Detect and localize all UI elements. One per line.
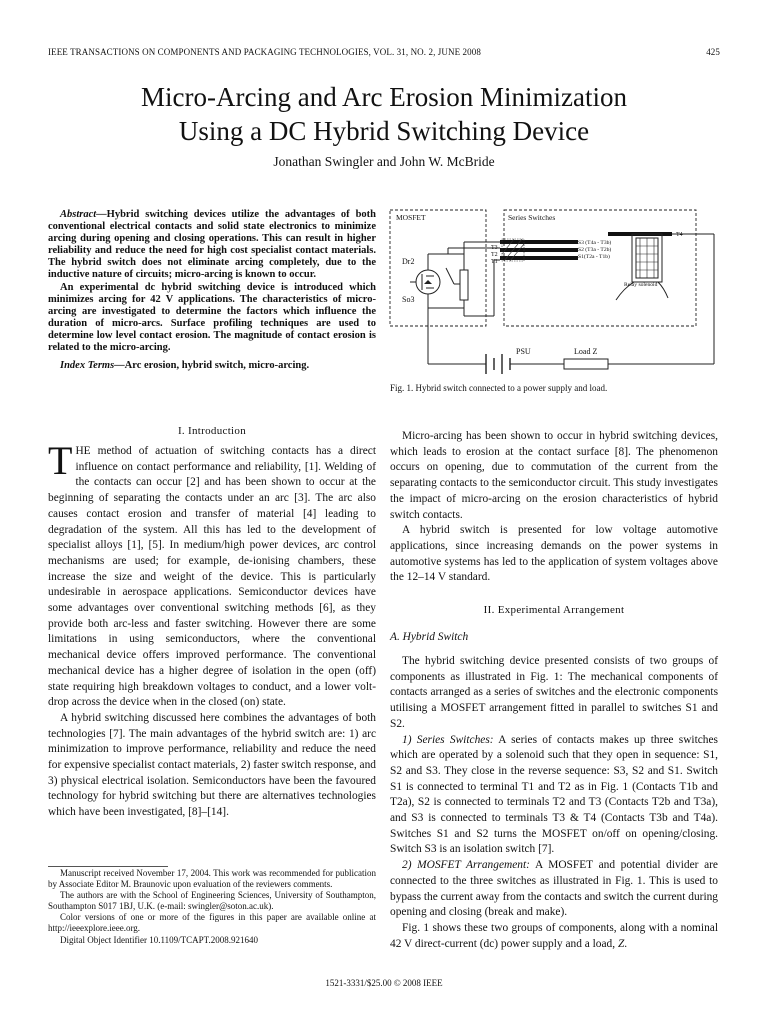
page-number: 425: [706, 47, 720, 57]
abstract-label: Abstract: [60, 209, 97, 220]
mosfet-arrangement-text: A MOSFET and potential divider are connected to the three switches as illustrated in Fig. 1. This is used to bypass the current away from the contacts and switch the current during opening and closing (break and make).: [390, 859, 719, 919]
psu-label: PSU: [516, 347, 531, 356]
abstract-para-2: An experimental dc hybrid switching device is introduced which minimizes arcing for 42 V applications. The characteristics of micro-arcing are investigated to determine the factors which influence the duration of micro-arcs. Surface profiling techniques are used to determine low level contact erosion. The magnitude of contact erosion is related to the micro-arcing.: [48, 281, 376, 354]
series-switches-label: Series Switches: [508, 213, 556, 222]
t4-label: T4: [676, 232, 683, 238]
potential-divider: [460, 270, 468, 300]
s3-label: S3 (T4a - T3b): [578, 240, 612, 246]
t3-label: T3: [491, 245, 498, 251]
title-line-1: Micro-Arcing and Arc Erosion Minimization: [141, 82, 627, 112]
s2-label: S2 (T3a - T2b): [578, 247, 612, 253]
intro-para-3: Micro-arcing has been shown to occur in hybrid switching devices, which leads to erosion at the contact surface [8]. The phenomenon occurs on opening, due to commutation of the current from the separating contacts to the semiconductor circuit. This study investigates the impact of micro-arcing on the erosion characteristics of hybrid switch contacts.: [390, 430, 718, 521]
t1-label: T1: [491, 259, 498, 265]
sec2-para-1: The hybrid switching device presented consists of two groups of components as illustrated in Fig. 1: The mechanical components of contacts arranged as a series of switches and the electronic components utilising a MOSFET arrangement fitted in parallel to switches S1 and S2.: [390, 655, 718, 730]
index-terms-text: Arc erosion, hybrid switch, micro-arcing.: [124, 360, 310, 372]
intro-para-4: A hybrid switch is presented for low voltage automotive applications, since increasing demands on the power systems in automotive systems has led to the application of system voltages above the 12–14 V standard.: [390, 524, 718, 584]
series-switches-text: A series of contacts makes up three switches which are operated by a solenoid such that they open in sequence: S1, S2 and S3. They close in the reverse sequence: S3, S2 and S1. Switch S1 is connected to terminal T1 and T2 as in Fig. 1 (Contacts T1b and T2a), S2 is connected to terminals T2 and T3 (Contacts T2b and T3a), and S3 is connected to terminals T3 & T4 (Contacts T3b and T4a). Switches S1 and S2 turns the MOSFET on/off on opening/closing. Switch S3 is an isolation switch [7].: [390, 733, 718, 856]
s1-label: S1(T2a - T1b): [578, 254, 610, 260]
footnote-affiliation: The authors are with the School of Engineering Sciences, University of Southampton, Southampton S017 1BJ, U.K. (e-mail: swingler@soton.ac.uk).: [48, 890, 376, 912]
paper-title: [40, 80, 728, 148]
journal-header: IEEE TRANSACTIONS ON COMPONENTS AND PACKAGING TECHNOLOGIES, VOL. 31, NO. 2, JUNE 2008: [48, 47, 481, 57]
mosfet-box: [390, 210, 486, 326]
footnote-color: Color versions of one or more of the figures in this paper are available online at http://ieeexplore.ieee.org.: [48, 912, 376, 934]
title-line-2: Using a DC Hybrid Switching Device: [178, 116, 590, 146]
right-column-intro: [390, 429, 718, 586]
left-column-body: [48, 438, 376, 821]
sec2-last-para-a: Fig. 1 shows these two groups of components, along with a nominal 42 V direct-current (dc) power supply and a load,: [390, 921, 718, 950]
figure-1-caption: Fig. 1. Hybrid switch connected to a power supply and load.: [390, 383, 608, 393]
footnote-doi: Digital Object Identifier 10.1109/TCAPT.2008.921640: [60, 934, 258, 945]
sec2-last-para-b: .: [624, 937, 628, 950]
t2-label: T2: [491, 252, 498, 258]
index-terms-label: Index Terms: [60, 360, 115, 372]
abstract-para-1: Hybrid switching devices utilize the advantages of both conventional electrical contacts and solid state electronics to minimize arcing during opening and closing operations. This can result in higher reliability and reduce the need for high cost specialist contact materials. The hybrid switch does not eliminate arcing completely, due to the inductive nature of circuits; micro-arcing is known to occur.: [48, 209, 376, 281]
relay-solenoid-label: Relay solenoid: [624, 282, 658, 288]
intro-lead: HE: [75, 445, 91, 457]
series-switches-box: [504, 210, 696, 326]
footnote-received: Manuscript received November 17, 2004. This work was recommended for publication by Associate Editor M. Braunovic upon evaluation of the reviewers comments.: [48, 868, 376, 890]
intro-para-1: method of actuation of switching contacts has a direct influence on contact performance and reliability, [1]. Welding of the contacts can occur [2] and has been shown to occur at the beginning of separating the contacts under an arc [3]. The arc also causes contact erosion and transfer of material [4] leading to degradation of the system. All this has led to the development of specialist alloys [1], [5]. In medium/high power devices, arc control mechanisms are used; for example, de-ionising chambers, these increase the size and weight of the device. This is particularly undesirable in aerospace applications. Semiconductor devices have some advantages over conventional switching methods [6], as they provide both arc-less and faster switching. However there are some limitations in using semiconductors, where the conventional mechanical device offers improved performance. The conventional mechanical device has a higher degree of isolation in the open (off) state requiring high breakdown voltages to conduct, and a lower volt-drop across the device when in the closed (on) state.: [48, 445, 376, 709]
subsection-a-title: A. Hybrid Switch: [390, 631, 469, 643]
mosfet-label: MOSFET: [396, 213, 426, 222]
footnotes: [48, 868, 376, 946]
dr2-label: Dr2: [402, 257, 415, 266]
section-2-title: II. Experimental Arrangement: [483, 604, 625, 616]
intro-para-2: A hybrid switching discussed here combines the advantages of both technologies [7]. The main advantages of the hybrid switch are: 1) arc minimization to improve performance, reliability and reduce the need for expensive specialist contact materials, 2) faster switch response, and 3) physical electrical isolation. Semiconductors have been the favoured technology for hybrid switching but there are alternatives technologies which have been investigated, [8]–[14].: [48, 711, 376, 819]
figure-1-diagram: [388, 204, 724, 376]
series-switches-heading: 1) Series Switches:: [402, 733, 494, 746]
section-1-title: I. Introduction: [177, 425, 247, 437]
right-column-section-2: [390, 654, 718, 952]
load-z-symbol: [564, 359, 608, 369]
mosfet-arrangement-heading: 2) MOSFET Arrangement:: [402, 859, 530, 872]
authors: Jonathan Swingler and John W. McBride: [273, 154, 495, 169]
load-z-symbol-text: Z: [617, 937, 625, 950]
load-z-label: Load Z: [574, 347, 598, 356]
footnote-rule: [48, 866, 168, 867]
copyright-footer: 1521-3331/$25.00 © 2008 IEEE: [325, 978, 443, 988]
so3-label: So3: [402, 295, 415, 304]
abstract: Abstract—Hybrid switching devices utilize the advantages of both conventional electrical contacts and solid state electronics to minimize arcing during opening and closing operations. This can result in higher reliability and reduce the need for high cost specialist contact materials. The hybrid switch does not eliminate arcing completely, due to the inductive nature of circuits; micro-arcing is known to occur. An experimental dc hybrid switching device is introduced which minimizes arcing for 42 V applications. The characteristics of micro-arcing are investigated to determine the factors which influence the duration of micro-arcs. Surface profiling techniques are used to determine low level contact erosion. The magnitude of contact erosion is related to the micro-arcing. Index Terms—Arc erosion, hybrid switch, micro-arcing.: [48, 209, 376, 372]
drop-cap: T: [48, 438, 73, 483]
